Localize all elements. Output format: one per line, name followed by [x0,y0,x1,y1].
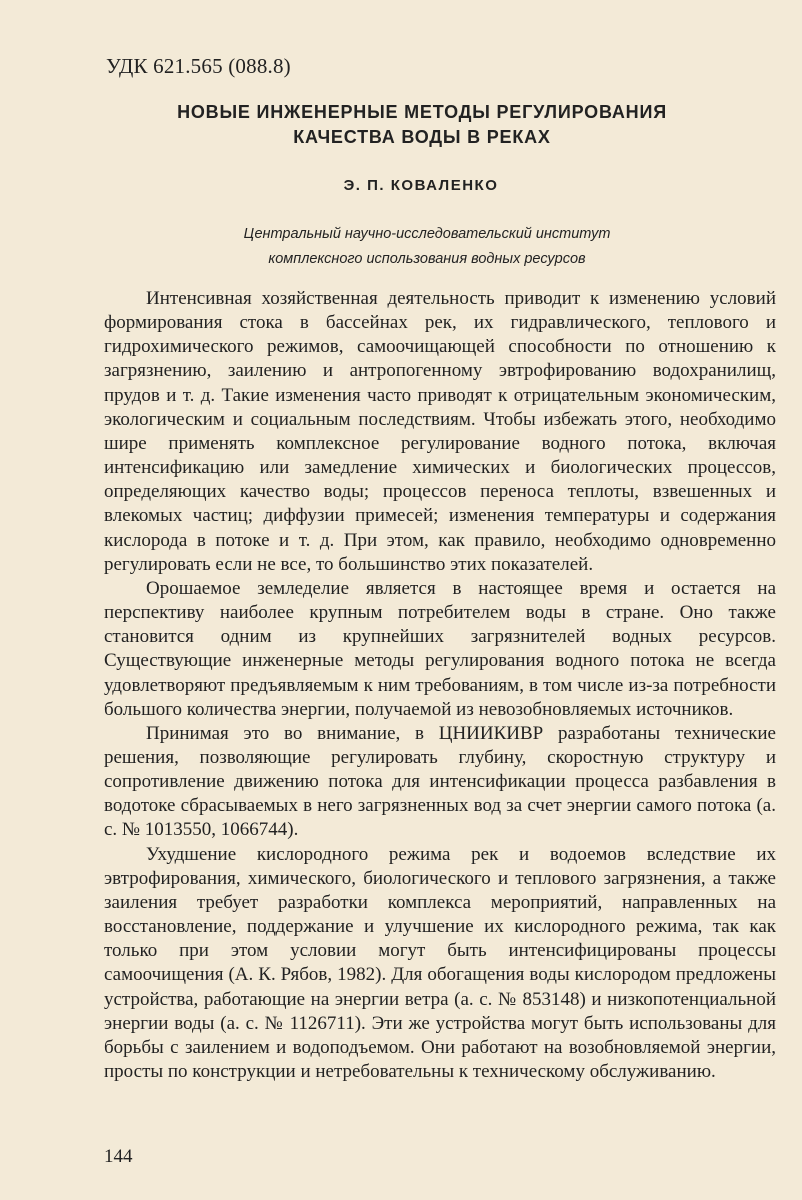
paragraph-4: Ухудшение кислородного режима рек и водоемов вследствие их эвтрофирования, химического, биологического и теплового загрязнения, а также заиления требует разработки комплекса мероприятий, направленных на восстановление, поддержание и улучшение их кислородного режима, так как только при этом условии могут быть интенсифицированы процессы самоочищения (А. К. Рябов, 1982). Для обогащения воды кислородом предложены устройства, работающие на энергии ветра (а. с. № 853148) и низкопотенциальной энергии воды (а. с. № 1126711). Эти же устройства могут быть использованы для борьбы с заилением и водоподъемом. Они работают на возобновляемой энергии, просты по конструкции и нетребовательны к техническому обслуживанию. [104,843,776,1082]
page-number: 144 [104,1146,133,1167]
udk-code: УДК 621.565 (088.8) [106,54,291,78]
paragraph-2: Орошаемое земледелие является в настоящее время и остается на перспективу наиболее крупным потребителем воды в стране. Оно также становится одним из крупнейших загрязнителей водных ресурсов. Существующие инженерные методы регулирования водного потока не всегда удовлетворяют предъявляемым к ним требованиям, в том числе из-за потребности большого количества энергии, получаемой из невозобновляемых источников. [104,577,776,720]
article-body [104,287,776,1084]
paragraph-1: Интенсивная хозяйственная деятельность приводит к изменению условий формирования стока в бассейнах рек, их гидравлического, теплового и гидрохимического режимов, самоочищающей способности по отношению к загрязнению, заилению и антропогенному эвтрофированию водохранилищ, прудов и т. д. Такие изменения часто приводят к отрицательным экономическим, экологическим и социальным последствиям. Чтобы избежать этого, необходимо шире применять комплексное регулирование водного потока, включая интенсификацию или замедление химических и биологических процессов, определяющих качество воды; процессов переноса теплоты, взвешенных и влекомых частиц; диффузии примесей; изменения температуры и содержания кислорода в потоке и т. д. При этом, как правило, необходимо одновременно регулировать если не все, то большинство этих показателей. [104,288,776,575]
article-title [0,100,802,150]
title-line-2: КАЧЕСТВА ВОДЫ В РЕКАХ [293,127,551,147]
author-name: Э. П. КОВАЛЕНКО [343,177,499,194]
title-line-1: НОВЫЕ ИНЖЕНЕРНЫЕ МЕТОДЫ РЕГУЛИРОВАНИЯ [177,102,667,122]
institution-line-2: комплексного использования водных ресурсов [268,251,586,267]
institution-line-1: Центральный научно-исследовательский институт [243,226,611,242]
paragraph-3: Принимая это во внимание, в ЦНИИКИВР разработаны технические решения, позволяющие регулировать глубину, скоростную структуру и сопротивление движению потока для интенсификации процесса разбавления в водотоке сбрасываемых в него загрязненных вод за счет энергии самого потока (а. с. № 1013550, 1066744). [104,722,776,841]
institution [0,222,802,272]
